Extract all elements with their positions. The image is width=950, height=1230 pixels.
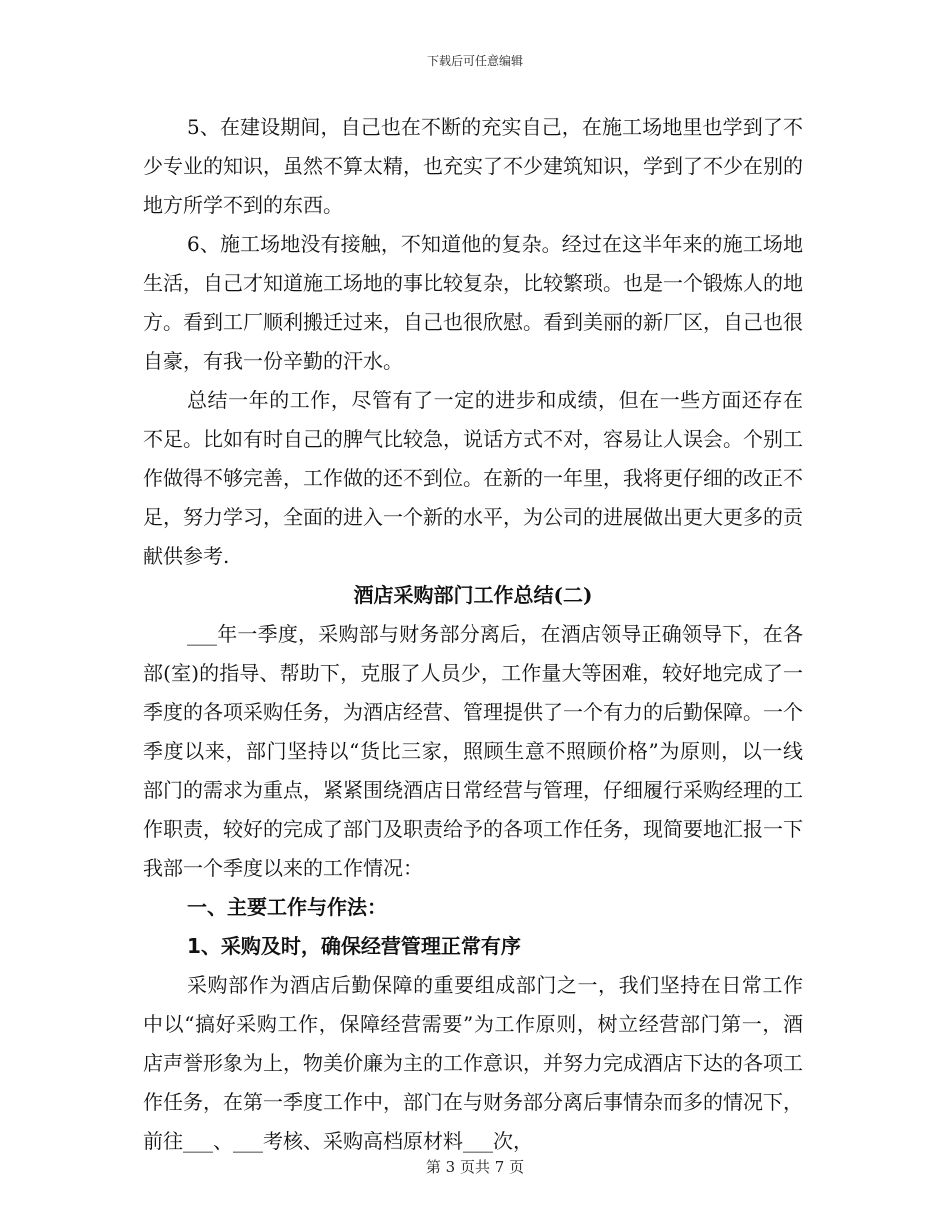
heading-main-work: 一、主要工作与作法： [187,895,387,919]
document-body [143,108,803,1161]
paragraph-site-experience: 6、施工场地没有接触，不知道他的复杂。经过在这半年来的施工场地生活，自己才知道施工场地的事比较复杂，比较繁琐。也是一个锻炼人的地方。看到工厂顺利搬迁过来，自己也很欣慰。看到美丽的新厂区，自己也很自豪，有我一份辛勤的汗水。 [143,232,803,373]
paragraph-quarter-overview: ___年一季度，采购部与财务部分离后，在酒店领导正确领导下，在各部(室)的指导、帮助下，克服了人员少，工作量大等困难，较好地完成了一季度的各项采购任务，为酒店经营、管理提供了一个有力的后勤保障。一个季度以来，部门坚持以“货比三家，照顾生意不照顾价格”为原则，以一线部门的需求为重点，紧紧围绕酒店日常经营与管理，仔细履行采购经理的工作职责，较好的完成了部门及职责给予的各项工作任务，现简要地汇报一下我部一个季度以来的工作情况： [143,622,803,880]
paragraph-purchasing-department: 采购部作为酒店后勤保障的重要组成部门之一，我们坚持在日常工作中以“搞好采购工作，保障经营需要”为工作原则，树立经营部门第一，酒店声誉形象为上，物美价廉为主的工作意识，并努力完成酒店下达的各项工作任务，在第一季度工作中，部门在与财务部分离后事情杂而多的情况下，前往___、___考核、采购高档原材料___次， [143,973,803,1153]
heading-timely-purchasing: 1、采购及时，确保经营管理正常有序 [187,934,521,958]
section-title: 酒店采购部门工作总结(二) [353,583,593,607]
paragraph-construction-learning: 5、在建设期间，自己也在不断的充实自己，在施工场地里也学到了不少专业的知识，虽然不算太精，也充实了不少建筑知识，学到了不少在别的地方所学不到的东西。 [143,115,803,217]
paragraph-year-summary: 总结一年的工作，尽管有了一定的进步和成绩，但在一些方面还存在不足。比如有时自己的脾气比较急，说话方式不对，容易让人误会。个别工作做得不够完善，工作做的还不到位。在新的一年里，我将更仔细的改正不足，努力学习，全面的进入一个新的水平，为公司的进展做出更大更多的贡献供参考. [143,388,803,568]
page-header: 下载后可任意编辑 [426,54,523,68]
page-number-footer: 第 3 页共 7 页 [425,1158,525,1176]
